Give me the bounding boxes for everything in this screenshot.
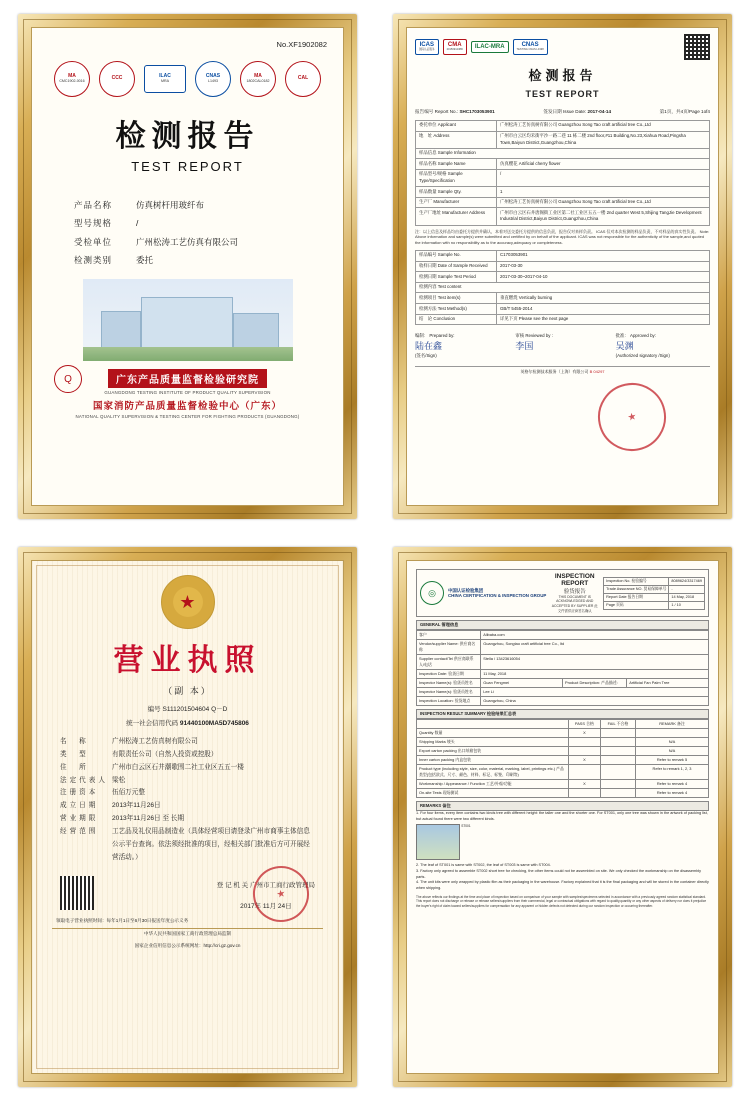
table-header-row: PASS 合格 FAIL 不合格 REMARK 备注 xyxy=(417,720,709,729)
issue-date-label: 签发日期 Issue Date: xyxy=(543,109,587,114)
field-value: 委托 xyxy=(136,254,154,265)
table-row: 样品名称 Sample Name 仿真樱花 Artificial cherry flower xyxy=(416,159,710,170)
license-fields xyxy=(60,736,315,864)
table-row: 生产厂 Manufacturer 广州松涛工艺仿真树有限公司 Guangzhou Song Tao craft artificial tree Co.,Ltd xyxy=(416,197,710,208)
table-row: Inner carton packing 内盒包装 X Refer to remark 5 xyxy=(417,756,709,765)
page-indicator: 第1页，共4页/Page 1of4 xyxy=(659,109,710,114)
test-content-table xyxy=(415,250,710,325)
table-row: 客户 Alibaba.com xyxy=(417,631,709,640)
qr-code-icon xyxy=(60,876,94,910)
report-no-value: SHC1703053901 xyxy=(459,109,495,114)
remark-item: 1. For four items, every item contains two kinds tree with different height: the taller one and the shorter one. For ST001, only one tree was shown in the artwork of packing list, but actual found there were two different kinds. xyxy=(416,811,708,821)
table-row: Export carton packing 出口纸箱包装 N/A xyxy=(417,747,709,756)
report-header xyxy=(416,569,709,617)
ccc-mark-icon: CCC xyxy=(99,61,135,97)
gold-frame-2 xyxy=(393,14,732,519)
issuer-note: 中华人民共和国国家工商行政管理总局监制 xyxy=(52,928,323,937)
remark-item: 3. Factory only agreed to assemble ST002 short tree for checking, the other items could not be assembled on site. We only checked the workmanship on the disassembly parts. xyxy=(416,869,702,879)
approved-by: 批准： Approved by: 吴渊 (Authorized signatory /Sign) xyxy=(616,333,710,360)
test-report-en xyxy=(407,28,718,505)
institute-name-cn: 广东产品质量监督检验研究院 xyxy=(108,369,267,388)
registrar-label: 登 记 机 关 xyxy=(216,882,249,890)
uscc-value: 91440100MA5D745806 xyxy=(179,720,249,727)
ilac-mra-icon: ILAC MRA xyxy=(144,65,186,93)
ma-mark-2-icon: MA 1802CAL0182 xyxy=(240,61,276,97)
accreditation-logos xyxy=(415,34,710,60)
report-number: No.XF1902082 xyxy=(276,40,327,49)
ma-mark-icon: MA CMC1902-0016 xyxy=(54,61,90,97)
signature-prepared: 陆在鑫 xyxy=(415,340,443,351)
certificate-cell-3 xyxy=(0,533,375,1101)
license-copy-label: （副 本） xyxy=(163,686,212,696)
license-footer-row xyxy=(46,870,329,910)
uscc-label: 统一社会信用代码 xyxy=(126,720,179,727)
table-row: 检测内容 Test content xyxy=(416,282,710,293)
section-general-title: GENERAL 管理信息 xyxy=(416,620,709,630)
org-name-en: CHINA CERTIFICATION & INSPECTION GROUP xyxy=(448,593,547,598)
ilac-mra-logo-icon: ILAC-MRA xyxy=(471,41,509,53)
page-title: 营业执照 xyxy=(113,643,262,678)
table-row: Inspection Date: 验货日期 11 May, 2018 xyxy=(417,670,709,679)
accreditation-logos xyxy=(48,61,327,97)
table-row: 地 址 Address 广州市白云区均禾街平沙一路二巷 11 栋二楼 2nd floor,#11 Building,No.23,Xiahua Road,Pingsha Town,Baiyun District,Guangzhou,China xyxy=(416,131,710,148)
inspection-report xyxy=(407,561,718,1073)
field-row: 类 型 有限责任公司（自然人投资或控股） xyxy=(60,750,218,758)
gold-frame-1 xyxy=(18,14,357,519)
table-row: Inspector Name(s): 验货员姓名 Guan Fengmei Product Description: 产品描述: Artificial Fan Palm Tree xyxy=(417,679,709,688)
code-value: S111201504604 xyxy=(162,706,210,713)
cnas-logo-icon: CNAS TESTING CNAS L0198 xyxy=(513,39,548,55)
table-row: 样品信息 Sample Information xyxy=(416,148,710,159)
table-row: 检测方法 Test Method(s) GB/T 5455-2014 xyxy=(416,304,710,315)
uscc-line xyxy=(46,718,329,727)
report-fields xyxy=(74,196,315,269)
field-row: 注册资本 伍佰万元整 xyxy=(60,789,145,797)
registrar-value: 广州市工商行政管理局 xyxy=(250,882,315,890)
cma-logo-icon: CMA 2015091238D xyxy=(443,39,467,55)
institute2-name-cn: 国家消防产品质量监督检验中心（广东） xyxy=(92,401,282,413)
field-label: 受检单位 xyxy=(74,236,113,247)
cal-mark-icon: CAL xyxy=(285,61,321,97)
table-row: Inspection No. 检验编号 8089624/3317469 xyxy=(604,577,705,585)
field-label: 检测类别 xyxy=(74,254,113,265)
field-row xyxy=(74,233,315,251)
field-label: 型号规格 xyxy=(74,218,113,229)
org-name-cn: 中国认证检验集团 xyxy=(448,587,484,593)
institute-block xyxy=(48,369,327,419)
qr-code-icon xyxy=(684,34,710,60)
field-row: 法定代表人 梁松 xyxy=(60,776,126,784)
signature-reviewed: 李国 xyxy=(515,340,534,351)
national-emblem-icon: ★ xyxy=(161,575,215,629)
footer-number: B 04297 xyxy=(589,368,605,374)
registrar-block xyxy=(217,880,315,910)
page-title-en: TEST REPORT xyxy=(131,159,244,174)
table-row: Trade Assurance NO. 贸易保障单号 - xyxy=(604,585,705,593)
table-row: Workmanship / Appearance / Function 工艺/外观/功能 X Refer to remark 4 xyxy=(417,780,709,789)
company-red-stamp: ★ xyxy=(592,377,673,458)
page-title-cn: 检测报告 xyxy=(528,68,597,83)
footer-company: 英格尔检测技术服务（上海）有限公司 xyxy=(520,368,589,374)
table-row: 委托单位 Applicant 广州松涛工艺仿真树有限公司 Guangzhou Song Tao craft artificial tree Co.,Ltd xyxy=(416,120,710,131)
code-label: 编号 xyxy=(147,706,161,713)
report-title-cn: 验货报告 xyxy=(563,589,586,595)
table-row: 结 论 Conclusion 详见下页 Please see the next page xyxy=(416,314,710,325)
report-no-label: 报告编号 Report No.: xyxy=(415,109,459,114)
remark-item: 4. The unit kits were only wrapped by plastic film as their packaging in the warehouse. Factory explained that it is the final packaging and will be stored in the container directly when shipping. xyxy=(416,880,709,891)
field-label: 产品名称 xyxy=(74,200,113,210)
table-row: 样品数量 Sample Qty. 1 xyxy=(416,187,710,198)
table-row: 检测项目 Test item(s) 垂直燃烧 Vertically burning xyxy=(416,293,710,304)
field-row: 营业期限 2013年11月26日 至 长期 xyxy=(60,815,185,823)
institute2-name-en: NATIONAL QUALITY SUPERVISION & TESTING CENTER FOR FIGHTING PRODUCTS (GUANGDONG) xyxy=(75,414,300,420)
section-remarks-title: REMARKS 备注 xyxy=(416,801,709,811)
signature-row xyxy=(415,333,710,360)
table-row: 样品编号 Sample No. C1703053901 xyxy=(416,250,710,261)
table-row: Quantity 数量 X xyxy=(417,729,709,738)
table-row: Report Date 报告日期 14 May, 2018 xyxy=(604,593,705,601)
issue-date-value: 2017-04-14 xyxy=(587,109,612,114)
legal-fine-print: The above reflects our findings at the time and place of inspection based on comparison of your sample with samples/specimens selected in accordance with a previously agreed random statistical standard. This report does not discharge or release or release sellers/suppliers from their commercial, legal or contractual obligations with regard to quality,quantity or any other aspects of delivery nor does it prejudice the buyer's right of claim toward sellers/suppliers for compensation for any apparent or hidden defects not detected during our random inspection or occurring thereafter. xyxy=(416,894,707,908)
field-row xyxy=(74,251,315,269)
table-row: Inspection Location: 验货地点 Guangzhou, China xyxy=(417,697,709,706)
field-row: 成立日期 2013年11月26日 xyxy=(60,802,161,810)
report-meta xyxy=(415,109,710,116)
applicant-table xyxy=(415,120,710,226)
signature-approved: 吴渊 xyxy=(615,340,634,351)
field-row: 经营范围 工艺品及礼仪用品制造业（具体经营项目请登录广州市商事主体信息公示平台查询。依法须经批准的项目，经相关部门批准后方可开展经营活动。） xyxy=(60,827,310,861)
disclaimer-note: 注：以上信息及样品均由委托方提供并确认，本着对送交委托方提供的信息负责，报告仅对来样负责。 ICAS 仅对本次检测的样品负责，不对样品的真实性负责。 Note: Above information and sample(s) were submitted and certified by on behalf of the applicant. ICAS was not responsible for the authenticity of the sample,and quoted the information with no responsibility as to the accuracy,adequacy or completeness. xyxy=(415,228,710,246)
cnas-mark-icon: CNAS L1493 xyxy=(195,61,231,97)
issue-date: 2017年 11月 24日 xyxy=(240,903,292,911)
field-value: / xyxy=(136,218,139,229)
reviewed-by: 审核 Reviewed by : 李国 xyxy=(515,333,609,360)
ccic-logo-icon: ◎ xyxy=(420,581,444,605)
annual-report-note: 领取电子营业执照时间：每年1月1日至6月30日报送年度公示义务 xyxy=(56,918,189,924)
inspection-photo xyxy=(416,824,460,860)
footer-note xyxy=(415,366,710,375)
certificate-cell-4 xyxy=(375,533,750,1101)
general-table xyxy=(416,630,709,706)
table-row: Shipping Marks 唛头 N/A xyxy=(417,738,709,747)
registrar-red-stamp: ★ xyxy=(248,861,314,927)
table-row: Product type (including style, size, color, material, marking, label, printings etc.) 产品类型(包括款式、尺寸、颜色、材料、标记、标签、印刷等) Refer to remark 1, 2, 3 xyxy=(417,765,709,780)
header-info-table xyxy=(603,577,705,610)
section-summary-title: INSPECTION RESULT SUMMARY 检验结果汇总表 xyxy=(416,709,709,719)
institute-name-en: GUANGDONG TESTING INSTITUTE OF PRODUCT QUALITY SUPERVISION xyxy=(104,390,271,396)
summary-table xyxy=(416,719,709,798)
table-row: 样品型号/规格 Sample Type/Specification / xyxy=(416,169,710,186)
field-row: 住 所 广州市白云区石井潮歌围二社工业区五五一楼 xyxy=(60,763,244,771)
table-row: Page 页码 1 / 10 xyxy=(604,601,705,609)
field-value: 广州松涛工艺仿真有限公司 xyxy=(136,236,239,247)
table-row: Vendor/supplier Name: 供应商名称 Guangzhou, Songtao craft artificial tree Co., ltd xyxy=(417,640,709,655)
remark-item: 2. The leaf of ST001 is same with ST002, the leaf of ST003 is same with ST004. xyxy=(416,863,551,868)
gold-frame-4 xyxy=(393,547,732,1087)
report-title-note: THIS DOCUMENT IS ACKNOWLEDGED AND ACCEPTED BY SUPPLIER 此文件需供应商签名确认 xyxy=(551,595,598,613)
table-row: On-site Tests 现场测试 Refer to remark 4 xyxy=(417,789,709,798)
table-row: Supplier contact/Tel 供应商联系人/电话 Stella / 13423616054 xyxy=(417,655,709,670)
table-row: 生产厂地址 Manufacturer Address 广州市白云区石井唐阁街工业区第二社工业区五五一楼 2nd quarter West 5,Shijing TangJie Development Industrial District,Baiyun District,Guangzhou,China xyxy=(416,208,710,225)
license-code-line xyxy=(46,704,329,713)
certificate-cell-1 xyxy=(0,0,375,533)
institute-building-photo xyxy=(83,279,293,361)
icas-logo-icon: ICAS 国际认证服务 xyxy=(415,39,439,55)
quality-seal-icon: Q xyxy=(54,365,82,393)
business-license xyxy=(32,561,343,1073)
table-row: Inspector Name(s): 验货员姓名 Lee Li xyxy=(417,688,709,697)
prepared-by: 编制： Prepared by: 陆在鑫 (签名/Sign) xyxy=(415,333,509,360)
table-row: 收样日期 Date of Sample Received 2017-03-30 xyxy=(416,261,710,272)
field-row xyxy=(74,214,315,232)
table-row: 检测日期 Sample Test Period 2017-03-30~2017-04-10 xyxy=(416,272,710,283)
code-suffix: Q－D xyxy=(211,706,228,713)
field-row: 名 称 广州松涛工艺仿真树有限公司 xyxy=(60,738,198,745)
page-title-en: TEST REPORT xyxy=(525,88,600,99)
photo-label: ST001 xyxy=(461,824,471,829)
test-report-cn xyxy=(32,28,343,505)
page-title-cn: 检测报告 xyxy=(115,119,260,154)
field-row xyxy=(74,196,315,214)
field-value: 仿真树杆用玻纤布 xyxy=(136,200,205,210)
report-title-en: INSPECTION REPORT xyxy=(554,573,595,587)
certificate-cell-2 xyxy=(375,0,750,533)
gold-frame-3 xyxy=(18,547,357,1087)
public-url: 国家企业信用信息公示系统网址：http://cri.gz.gov.cn xyxy=(134,943,241,949)
